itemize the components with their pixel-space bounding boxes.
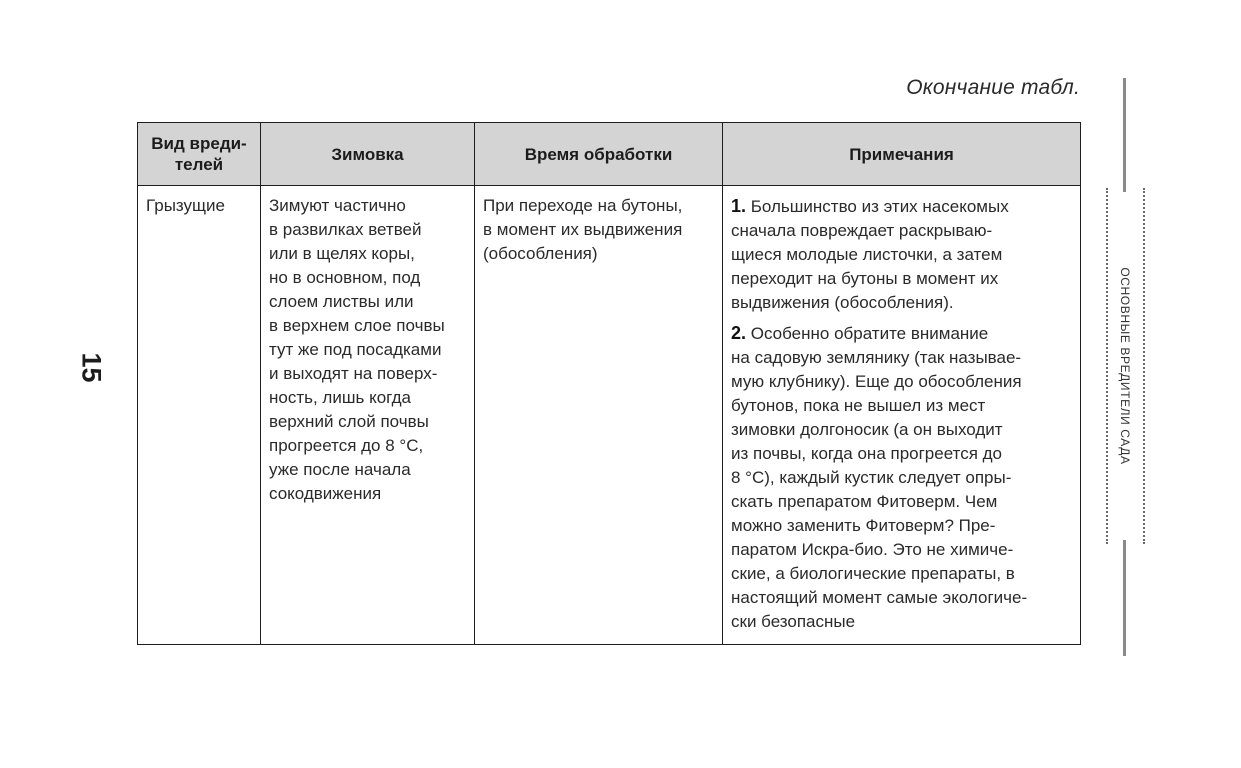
- wintering-text: Зимуют частично в развилках ветвей или в щелях коры, но в основном, под слоем листвы или в верхнем слое почвы тут же под посадками и выходят на поверх- ность, лишь когда верхний слой почвы прогреется до 8 °С, уже после начала сокодвижения: [269, 196, 445, 503]
- header-wintering-label: Зимовка: [331, 144, 404, 164]
- margin-rule-top: [1123, 78, 1126, 192]
- header-treatment-time: [475, 123, 723, 186]
- note-text: Большинство из этих насекомых сначала повреждает раскрываю- щиеся молодые листочки, а затем переходит на бутоны в момент их выдвижения (обособления).: [731, 197, 1009, 312]
- note-number: 2.: [731, 323, 747, 343]
- header-treatment-time-label: Время обработки: [524, 144, 673, 164]
- pest-type-text: Грызущие: [146, 196, 225, 215]
- cell-wintering: [261, 186, 475, 645]
- treatment-time-text: При переходе на бутоны, в момент их выдвижения (обособления): [483, 196, 683, 263]
- pests-table: [137, 122, 1081, 645]
- header-pest-type-label: Вид вреди- телей: [151, 134, 247, 174]
- header-pest-type: [138, 123, 261, 186]
- cell-treatment-time: [475, 186, 723, 645]
- margin-dotted-line-right: [1143, 188, 1145, 544]
- table-header-row: [138, 123, 1081, 186]
- note-text: Особенно обратите внимание на садовую землянику (так называе- мую клубнику). Еще до обособления бутонов, пока не вышел из мест зимовки долгоносик (а он выходит из почвы, когда она прогреется до 8 °С), каждый кустик следует опры- скать препаратом Фитоверм. Чем можно заменить Фитоверм? Пре- паратом Искра-био. Это не химиче- ские, а биологические препараты, в настоящий момент самые экологиче- ски безопасные: [731, 324, 1028, 631]
- header-wintering: [261, 123, 475, 186]
- note-item: [731, 321, 1072, 634]
- note-number: 1.: [731, 196, 747, 216]
- note-item: [731, 194, 1072, 315]
- cell-notes: [723, 186, 1081, 645]
- page-number: 15: [76, 352, 107, 383]
- cell-pest-type: [138, 186, 261, 645]
- table-row: [138, 186, 1081, 645]
- header-notes: [723, 123, 1081, 186]
- running-head-text: ОСНОВНЫЕ ВРЕДИТЕЛИ САДА: [1118, 267, 1132, 465]
- margin-dotted-line-left: [1106, 188, 1108, 544]
- header-notes-label: Примечания: [849, 144, 954, 164]
- table-continuation-caption: Окончание табл.: [906, 76, 1080, 99]
- margin-rule-bottom: [1123, 540, 1126, 656]
